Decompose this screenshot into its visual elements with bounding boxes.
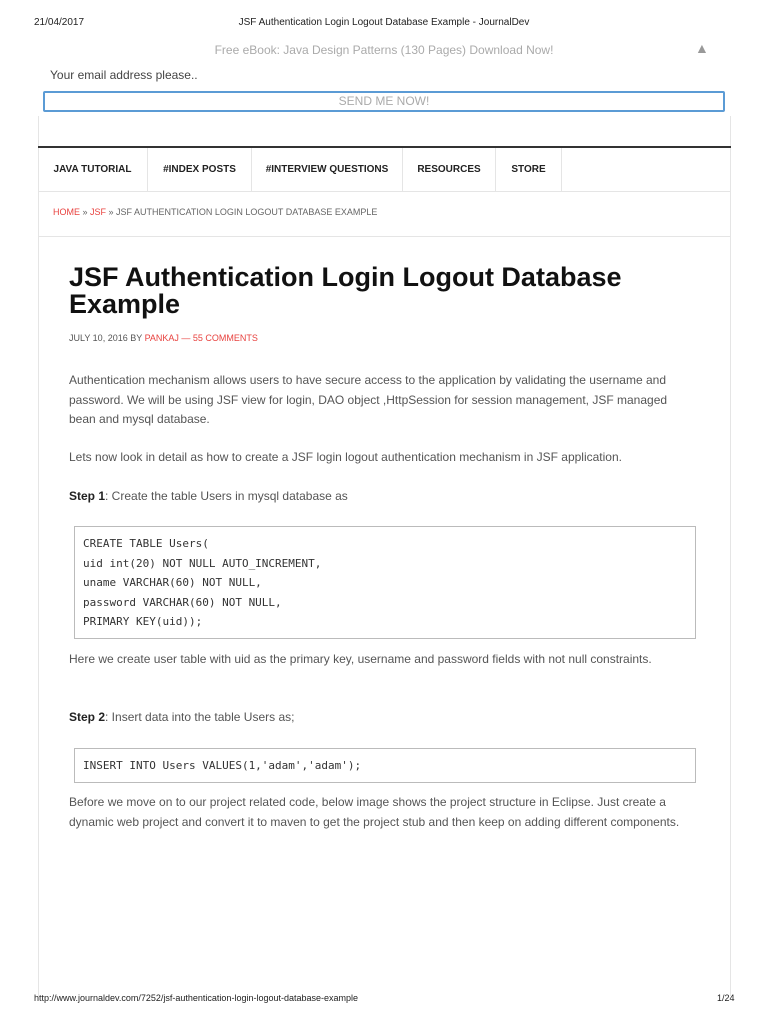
meta-dash: —: [178, 333, 193, 343]
email-input[interactable]: Your email address please..: [50, 68, 198, 82]
breadcrumb-separator: »: [80, 207, 91, 217]
scroll-up-icon[interactable]: ▲: [695, 40, 709, 56]
intro-paragraph: Authentication mechanism allows users to have secure access to the application by validating the username and password. We will be using JSF view for login, DAO object ,HttpSession for session management, JSF managed bean and mysql database.: [69, 373, 668, 426]
main-nav: [38, 146, 731, 192]
divider: [38, 236, 731, 237]
code-block-insert: INSERT INTO Users VALUES(1,'adam','adam');: [74, 748, 696, 783]
breadcrumb: [53, 207, 377, 217]
print-page-title: JSF Authentication Login Logout Database Example - JournalDev: [238, 17, 530, 28]
step-1-label: Step 1: [69, 489, 106, 503]
nav-item-resources[interactable]: RESOURCES: [403, 148, 496, 192]
overview-paragraph: Lets now look in detail as how to create a JSF login logout authentication mechanism in JSF application.: [69, 450, 622, 464]
step-1-text: : Create the table Users in mysql database as: [105, 489, 348, 503]
breadcrumb-jsf[interactable]: JSF: [90, 207, 107, 217]
nav-item-java-tutorial[interactable]: JAVA TUTORIAL: [38, 148, 148, 192]
breadcrumb-current: JSF AUTHENTICATION LOGIN LOGOUT DATABASE EXAMPLE: [116, 207, 378, 217]
step-2-paragraph: [69, 708, 689, 728]
article-title: JSF Authentication Login Logout Database Example: [69, 262, 622, 319]
comments-link[interactable]: 55 COMMENTS: [192, 333, 258, 343]
nav-item-index-posts[interactable]: #INDEX POSTS: [148, 148, 252, 192]
print-page-number: 1/24: [717, 993, 735, 1003]
article-meta: [69, 333, 258, 343]
post-date: JULY 10, 2016 BY: [69, 333, 145, 343]
send-me-now-button[interactable]: SEND ME NOW!: [43, 91, 725, 112]
code-block-create-table: CREATE TABLE Users( uid int(20) NOT NULL AUTO_INCREMENT, uname VARCHAR(60) NOT NULL, password VARCHAR(60) NOT NULL, PRIMARY KEY(uid));: [74, 526, 696, 639]
author-link[interactable]: PANKAJ: [144, 333, 179, 343]
print-footer-url: http://www.journaldev.com/7252/jsf-authentication-login-logout-database-example: [34, 993, 359, 1003]
print-date: 21/04/2017: [34, 17, 85, 28]
step-2-text: : Insert data into the table Users as;: [105, 710, 295, 724]
ebook-promo-link[interactable]: Free eBook: Java Design Patterns (130 Pages) Download Now!: [214, 43, 554, 57]
project-structure-paragraph: Before we move on to our project related code, below image shows the project structure in Eclipse. Just create a dynamic web project and convert it to maven to get the project stub and then keep on adding different components.: [69, 795, 680, 829]
step-1-paragraph: [69, 487, 689, 507]
breadcrumb-home[interactable]: HOME: [53, 207, 80, 217]
step-2-label: Step 2: [69, 710, 106, 724]
table-explanation-paragraph: Here we create user table with uid as the primary key, username and password fields with not null constraints.: [69, 652, 652, 666]
breadcrumb-separator: »: [106, 207, 117, 217]
nav-item-store[interactable]: STORE: [496, 148, 562, 192]
nav-item-interview-questions[interactable]: #INTERVIEW QUESTIONS: [252, 148, 403, 192]
